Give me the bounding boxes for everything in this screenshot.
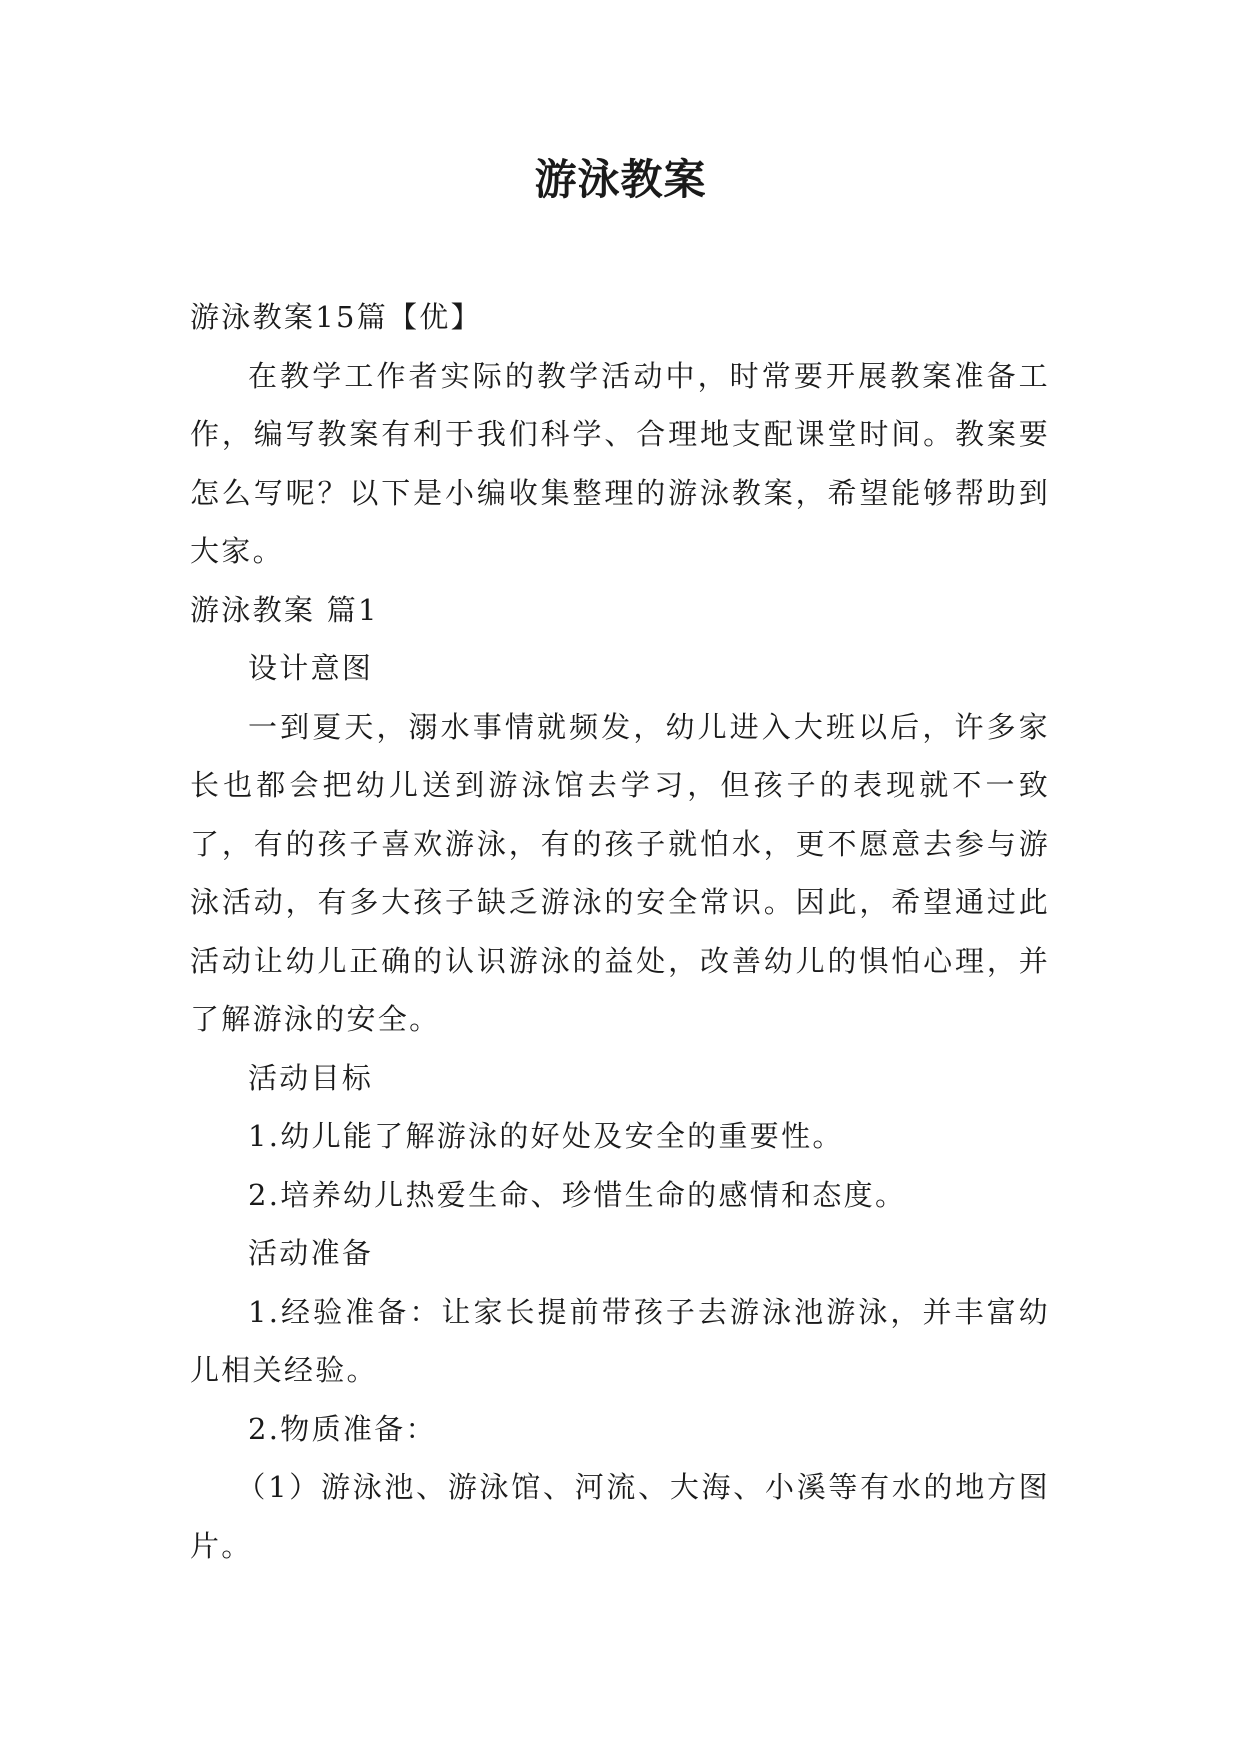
goal-item: 2.培养幼儿热爱生命、珍惜生命的感情和态度。 (248, 1177, 907, 1212)
preparation-item: 2.物质准备： (248, 1411, 437, 1446)
article-heading: 游泳教案15篇【优】 (190, 300, 482, 334)
preparation-subitem: （1）游泳池、游泳馆、河流、大海、小溪等有水的地方图片。 (190, 1470, 1050, 1563)
subheading-activity-preparation: 活动准备 (248, 1236, 374, 1270)
intro-paragraph: 在教学工作者实际的教学活动中，时常要开展教案准备工作，编写教案有利于我们科学、合理地支配课堂时间。教案要怎么写呢？以下是小编收集整理的游泳教案，希望能够帮助到大家。 (190, 358, 1050, 568)
document-body (190, 288, 1050, 1575)
subheading-design-intent: 设计意图 (248, 651, 374, 685)
subheading-activity-goals: 活动目标 (248, 1060, 374, 1095)
section-heading: 游泳教案 篇1 (190, 592, 379, 627)
design-intent-paragraph: 一到夏天，溺水事情就频发，幼儿进入大班以后，许多家长也都会把幼儿送到游泳馆去学习，但孩子的表现就不一致了，有的孩子喜欢游泳，有的孩子就怕水，更不愿意去参与游泳活动，有多大孩子缺乏游泳的安全常识。因此，希望通过此活动让幼儿正确的认识游泳的益处，改善幼儿的惧怕心理，并了解游泳的安全。 (190, 709, 1050, 1036)
preparation-item: 1.经验准备：让家长提前带孩子去游泳池游泳，并丰富幼儿相关经验。 (190, 1294, 1050, 1387)
document-title: 游泳教案 (534, 155, 707, 204)
goal-item: 1.幼儿能了解游泳的好处及安全的重要性。 (248, 1119, 844, 1153)
